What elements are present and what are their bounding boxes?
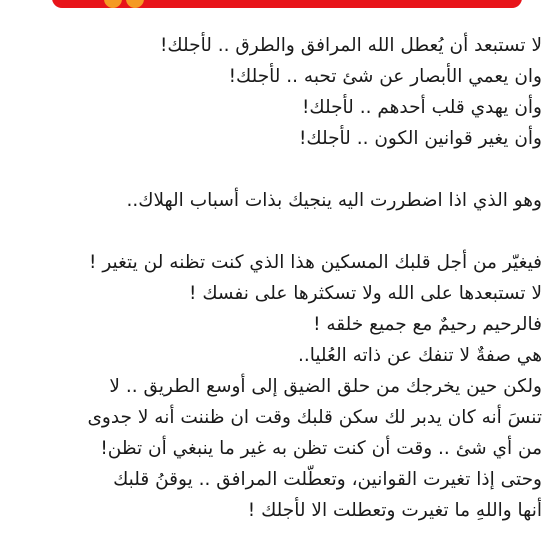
text-line: فالرحيم رحيمٌ مع جميع خلقه ! — [313, 314, 542, 335]
text-line: لا تستبعدها على الله ولا تسكثرها على نفسك ! — [189, 283, 542, 304]
text-line: من أي شئ .. وقت أن كنت تظن به غير ما ينبغي أن تظن! — [100, 438, 542, 459]
text-line: وأن يغير قوانين الكون .. لأجلك! — [298, 128, 542, 149]
text-line: وان يعمي الأبصار عن شئ تحبه .. لأجلك! — [228, 66, 542, 87]
top-banner — [0, 0, 560, 10]
text-line: وهو الذي اذا اضطررت اليه ينجيك بذات أسباب الهلاك.. — [126, 190, 542, 211]
text-line: ولكن حين يخرجك من حلق الضيق إلى أوسع الطريق .. لا — [109, 376, 542, 397]
text-line: فيغيّر من أجل قلبك المسكين هذا الذي كنت تظنه لن يتغير ! — [89, 252, 542, 273]
paragraph-spacer — [12, 154, 542, 185]
text-line: هي صفةٌ لا تنفك عن ذاته العُليا.. — [297, 345, 542, 366]
text-line: أنها واللهِ ما تغيرت وتعطلت الا لأجلك ! — [247, 500, 542, 521]
paragraph-spacer — [12, 216, 542, 247]
header-red-bar — [52, 0, 522, 8]
post-text — [12, 30, 542, 526]
text-line: وحتى إذا تغيرت القوانين، وتعطّلت المرافق .. يوقنُ قلبك — [113, 469, 542, 490]
text-line: وأن يهدي قلب أحدهم .. لأجلك! — [301, 97, 542, 118]
text-line: لا تستبعد أن يُعطل الله المرافق والطرق .. لأجلك! — [160, 35, 542, 56]
text-line: تنسَ أنه كان يدبر لك سكن قلبك وقت ان ظننت أنه لا جدوى — [87, 407, 542, 428]
